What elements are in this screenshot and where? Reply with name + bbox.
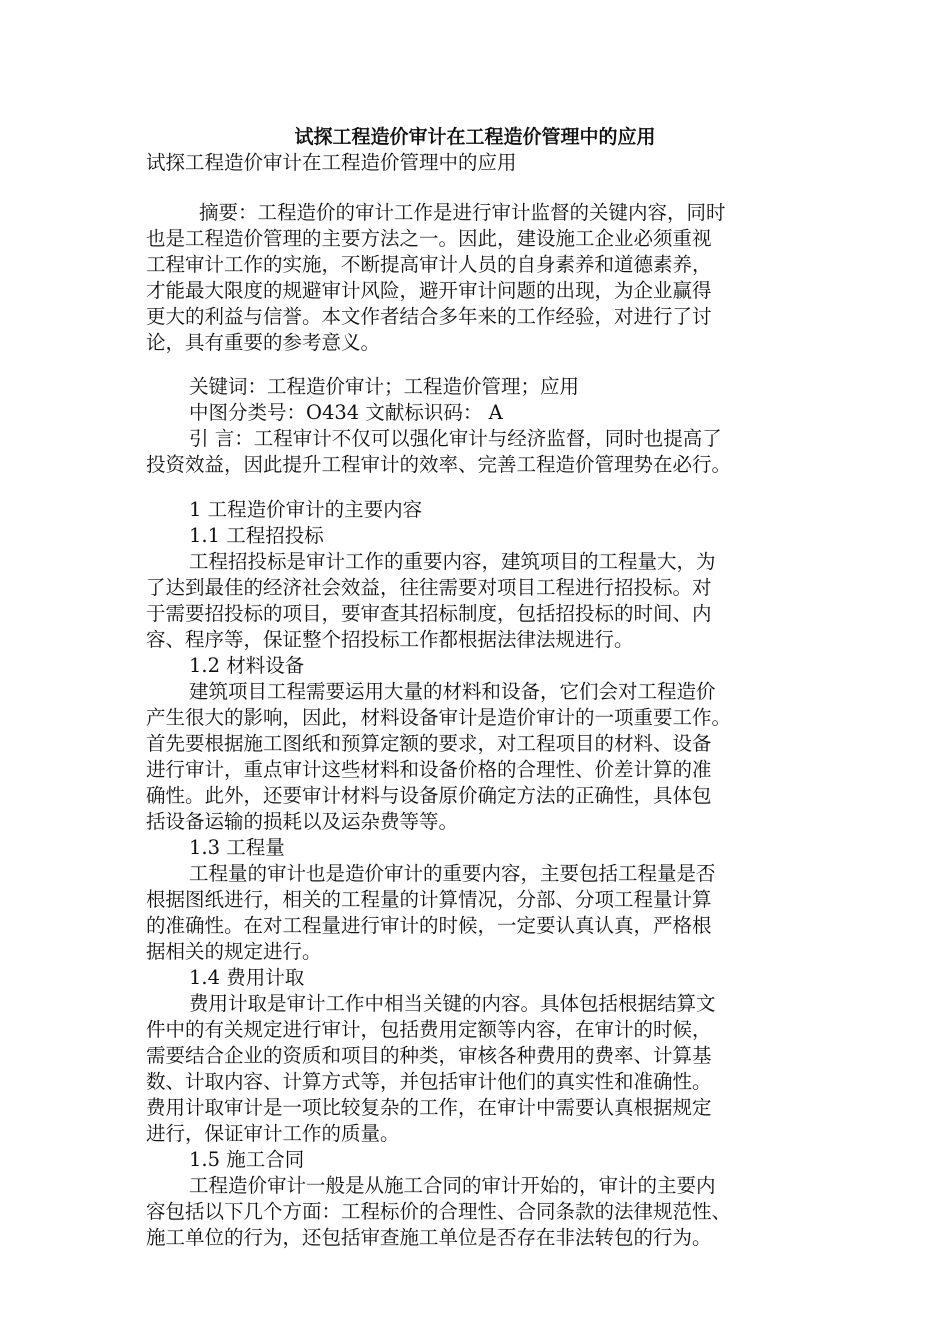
body-line: 施工单位的行为，还包括审查施工单位是否存在非法转包的行为。	[146, 1226, 712, 1249]
body-line: 括设备运输的损耗以及运杂费等等。	[146, 810, 459, 833]
body-line: 进行审计，重点审计这些材料和设备价格的合理性、价差计算的准	[146, 758, 712, 781]
body-line: 首先要根据施工图纸和预算定额的要求，对工程项目的材料、设备	[146, 732, 712, 755]
subsection-heading: 1.2 材料设备	[189, 654, 305, 677]
keywords-line: 关键词：工程造价审计；工程造价管理；应用	[189, 375, 580, 398]
body-line: 根据图纸进行，相关的工程量的计算情况，分部、分项工程量计算	[146, 888, 712, 911]
body-line: 需要结合企业的资质和项目的种类，审核各种费用的费率、计算基	[146, 1044, 712, 1067]
abstract-line: 论，具有重要的参考意义。	[146, 331, 381, 354]
abstract-line: 才能最大限度的规避审计风险，避开审计问题的出现，为企业赢得	[146, 279, 712, 302]
section-1	[146, 497, 806, 1251]
intro-line: 投资效益，因此提升工程审计的效率、完善工程造价管理势在必行。	[146, 453, 732, 476]
body-line: 的准确性。在对工程量进行审计的时候，一定要认真认真，严格根	[146, 914, 712, 937]
subsection-heading: 1.4 费用计取	[189, 966, 305, 989]
body-line: 产生很大的影响，因此，材料设备审计是造价审计的一项重要工作。	[146, 706, 732, 729]
body-line: 容包括以下几个方面：工程标价的合理性、合同条款的法律规范性、	[146, 1200, 732, 1223]
body-line: 件中的有关规定进行审计，包括费用定额等内容，在审计的时候，	[146, 1018, 712, 1041]
abstract-line: 摘要：工程造价的审计工作是进行审计监督的关键内容，同时	[199, 201, 726, 224]
body-line: 于需要招投标的项目，要审查其招标制度，包括招投标的时间、内	[146, 602, 712, 625]
abstract-line: 更大的利益与信誉。本文作者结合多年来的工作经验，对进行了讨	[146, 305, 712, 328]
abstract-line: 也是工程造价管理的主要方法之一。因此，建设施工企业必须重视	[146, 227, 712, 250]
body-line: 工程造价审计一般是从施工合同的审计开始的，审计的主要内	[189, 1174, 716, 1197]
subsection-heading: 1.3 工程量	[189, 836, 285, 859]
subsection-heading: 1.5 施工合同	[189, 1148, 305, 1171]
body-line: 工程招投标是审计工作的重要内容，建筑项目的工程量大，为	[189, 550, 716, 573]
body-line: 费用计取是审计工作中相当关键的内容。具体包括根据结算文	[189, 992, 716, 1015]
document-subtitle	[146, 150, 806, 176]
body-line: 数、计取内容、计算方式等，并包括审计他们的真实性和准确性。	[146, 1070, 712, 1093]
subtitle-line: 试探工程造价审计在工程造价管理中的应用	[146, 151, 517, 174]
body-line: 了达到最佳的经济社会效益，往往需要对项目工程进行招投标。对	[146, 576, 712, 599]
classification-line: 中图分类号：O434 文献标识码： A	[189, 401, 503, 424]
section-heading: 1 工程造价审计的主要内容	[189, 498, 423, 521]
subsection-heading: 1.1 工程招投标	[189, 524, 324, 547]
body-line: 工程量的审计也是造价审计的重要内容，主要包括工程量是否	[189, 862, 716, 885]
body-line: 容、程序等，保证整个招投标工作都根据法律法规进行。	[146, 628, 634, 651]
body-line: 进行，保证审计工作的质量。	[146, 1122, 400, 1145]
abstract-paragraph	[146, 200, 806, 356]
abstract-line: 工程审计工作的实施，不断提高审计人员的自身素养和道德素养，	[146, 253, 712, 276]
keywords-block	[146, 374, 806, 478]
body-line: 费用计取审计是一项比较复杂的工作，在审计中需要认真根据规定	[146, 1096, 712, 1119]
body-line: 建筑项目工程需要运用大量的材料和设备，它们会对工程造价	[189, 680, 716, 703]
body-line: 确性。此外，还要审计材料与设备原价确定方法的正确性，具体包	[146, 784, 712, 807]
body-line: 据相关的规定进行。	[146, 940, 322, 963]
document-title: 试探工程造价审计在工程造价管理中的应用	[294, 126, 656, 148]
intro-line: 引 言：工程审计不仅可以强化审计与经济监督，同时也提高了	[189, 427, 722, 450]
